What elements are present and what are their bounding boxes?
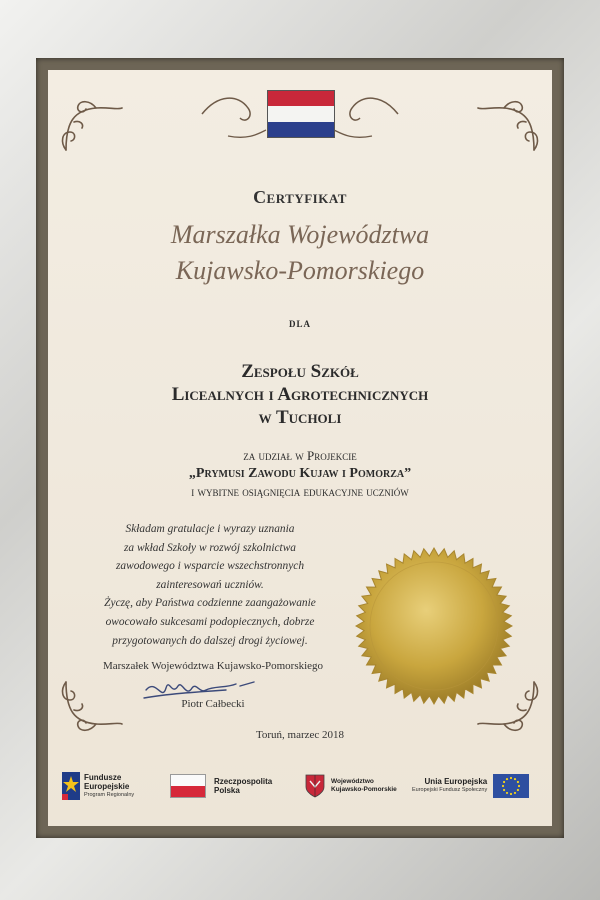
footer-logos	[48, 770, 552, 810]
corner-ornament-icon	[56, 92, 126, 162]
rp-line-1: Rzeczpospolita	[214, 777, 273, 786]
signatory-role: Marszałek Województwa Kujawsko-Pomorskiego	[102, 660, 324, 672]
issuer-line-1: Marszałka Województwa	[170, 220, 430, 249]
gold-seal-icon	[354, 546, 514, 706]
wojewodztwo-logo	[304, 770, 397, 802]
regional-flag-icon	[267, 90, 335, 138]
wk-line-2: Kujawsko-Pomorskie	[331, 786, 397, 793]
wishes-line: Składam gratulacje i wyrazy uznania	[125, 523, 295, 535]
achievement-text: i wybitne osiągnięcia edukacyjne uczniów	[191, 484, 409, 499]
pl-flag-white	[171, 775, 205, 786]
fundusze-europejskie-logo	[62, 770, 134, 802]
recipient-line-1: Zespołu Szkół	[241, 361, 359, 382]
ue-sub: Europejski Fundusz Społeczny	[412, 787, 488, 793]
certificate-paper	[48, 70, 552, 826]
eu-flag-icon	[493, 774, 529, 798]
eu-star	[506, 792, 508, 794]
eu-star	[510, 777, 512, 779]
eu-star	[517, 781, 519, 783]
wishes-line: zawodowego i wsparcie wszechstronnych	[115, 560, 305, 573]
fe-star-icon	[62, 772, 80, 800]
poland-flag-icon	[170, 774, 206, 798]
eu-star	[518, 785, 520, 787]
regional-crest-icon	[304, 773, 326, 799]
flag-stripe-blue	[268, 122, 334, 137]
eu-star	[514, 778, 516, 780]
wishes-paragraph	[85, 520, 335, 650]
eu-star	[510, 793, 512, 795]
place-and-date: Toruń, marzec 2018	[255, 729, 345, 741]
wishes-line: zainteresowań uczniów.	[156, 578, 264, 591]
eu-star	[503, 781, 505, 783]
corner-ornament-icon	[474, 92, 544, 162]
eu-star	[514, 792, 516, 794]
for-label: dla	[288, 315, 311, 330]
eu-star	[502, 785, 504, 787]
wishes-line: owocowało sukcesami podopiecznych, dobrze	[105, 615, 315, 628]
eu-star	[506, 778, 508, 780]
fe-sub: Program Regionalny	[84, 791, 135, 798]
fe-line-2: Europejskie	[84, 781, 130, 791]
eu-star	[503, 789, 505, 791]
unia-europejska-logo	[412, 770, 529, 802]
rp-line-2: Polska	[214, 786, 240, 795]
flag-stripe-white	[268, 106, 334, 121]
fe-line-1: Fundusze	[84, 772, 122, 782]
eu-star	[517, 789, 519, 791]
wk-line-1: Województwo	[331, 778, 374, 785]
rzeczpospolita-polska-logo	[170, 770, 272, 802]
certificate-title: Certyfikat	[253, 187, 347, 207]
participation-text: za udział w Projekcie	[243, 448, 357, 463]
ue-line-1: Unia Europejska	[424, 777, 488, 786]
recipient-line-2: Licealnych i Agrotechnicznych	[171, 384, 429, 405]
wishes-line: za wkład Szkoły w rozwój szkolnictwa	[123, 541, 297, 554]
issuer-line-2: Kujawsko-Pomorskiego	[175, 256, 425, 285]
recipient-line-3: w Tucholi	[258, 407, 342, 428]
project-name: „Prymusi Zawodu Kujaw i Pomorza”	[188, 466, 412, 481]
wishes-line: przygotowanych do dalszej drogi życiowej.	[112, 634, 308, 647]
wishes-line: Życzę, aby Państwa codzienne zaangażowanie	[104, 597, 316, 610]
pl-flag-red	[171, 786, 205, 797]
flag-stripe-red	[268, 91, 334, 106]
signatory-name: Piotr Całbecki	[181, 698, 245, 710]
